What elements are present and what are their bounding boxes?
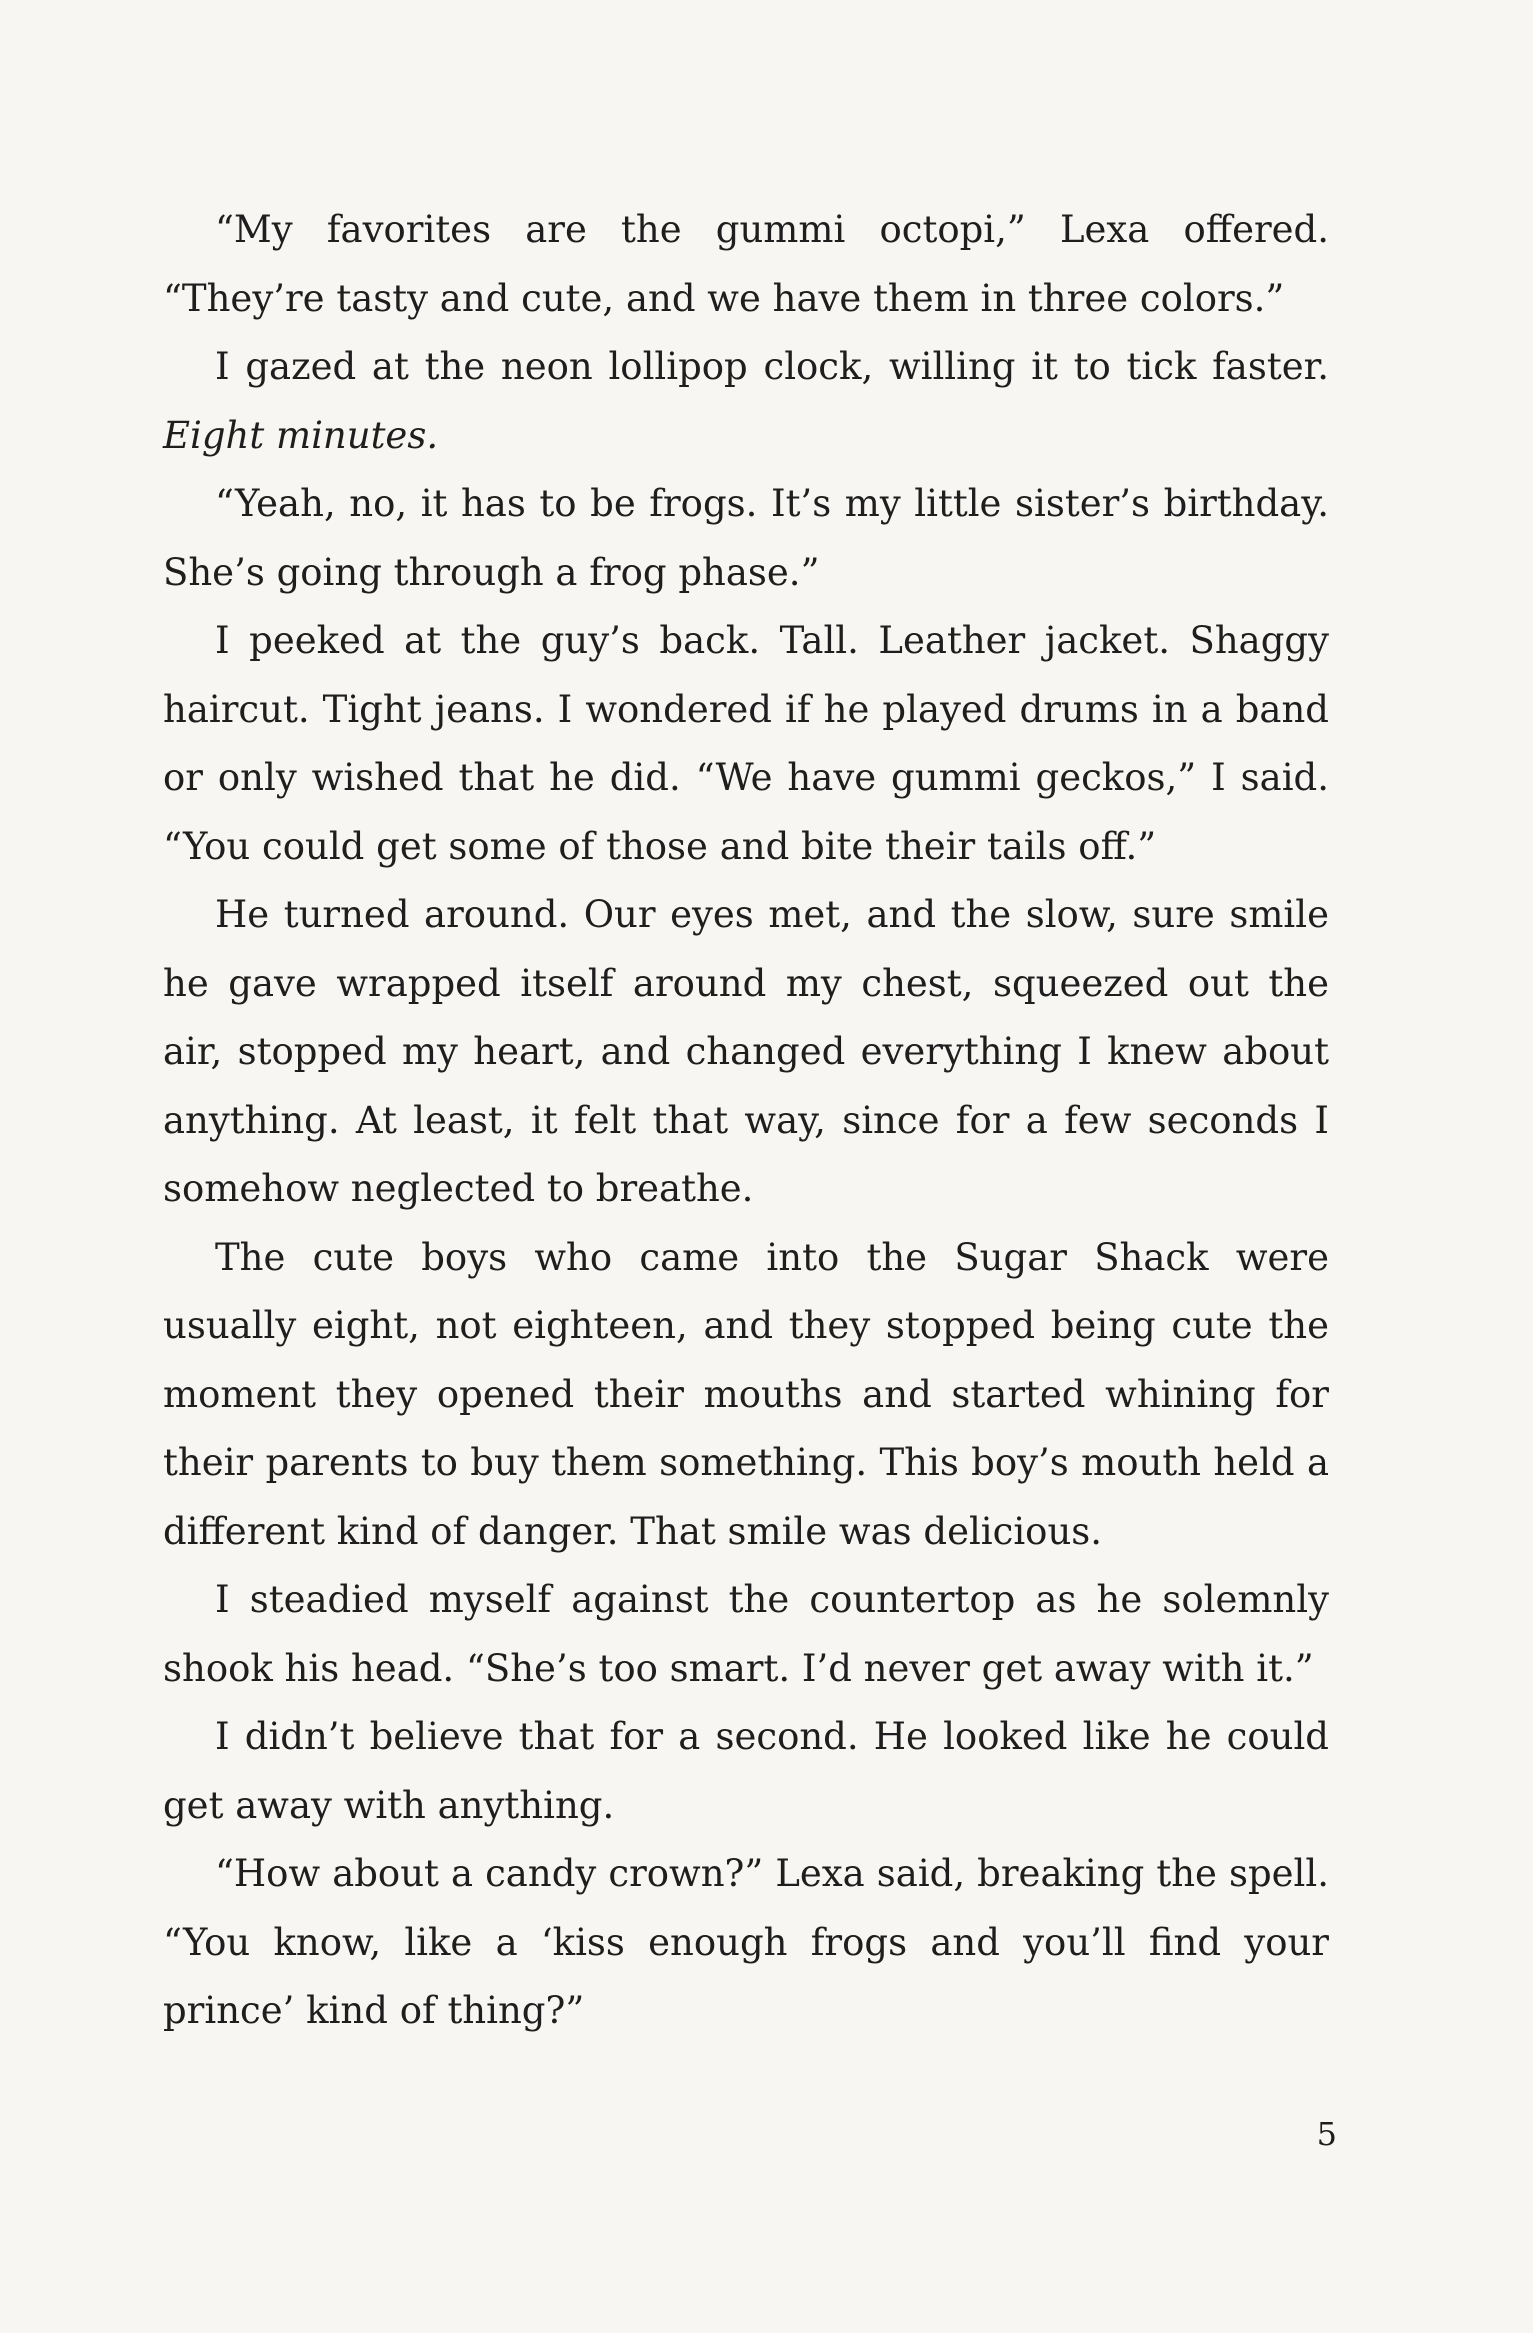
italic-emphasis: Eight minutes. xyxy=(163,413,439,457)
paragraph-5: He turned around. Our eyes met, and the slow, sure smile he gave wrapped itself around my chest, squeezed out the air, stopped my heart, and changed everything I knew about anything. At least, it felt that way, since for a few seconds I somehow neglected to breathe. xyxy=(163,893,1329,1210)
paragraph-7: I steadied myself against the countertop as he solemnly shook his head. “She’s too smart. I’d never get away with it.” xyxy=(163,1578,1329,1690)
paragraph-8: I didn’t believe that for a second. He looked like he could get away with anything. xyxy=(163,1715,1329,1827)
paragraph-1: “My favorites are the gummi octopi,” Lexa offered. “They’re tasty and cute, and we have them in three colors.” xyxy=(163,208,1329,320)
paragraph-4: I peeked at the guy’s back. Tall. Leather jacket. Shaggy haircut. Tight jeans. I wondered if he played drums in a band or only wished that he did. “We have gummi geckos,” I said. “You could get some of those and bite their tails off.” xyxy=(163,619,1329,868)
paragraph-6: The cute boys who came into the Sugar Shack were usually eight, not eighteen, and they stopped being cute the moment they opened their mouths and started whining for their parents to buy them something. This boy’s mouth held a different kind of danger. That smile was delicious. xyxy=(163,1235,1329,1553)
body-text xyxy=(163,196,1329,2046)
paragraph-3: “Yeah, no, it has to be frogs. It’s my little sister’s birthday. She’s going through a frog phase.” xyxy=(163,482,1329,594)
paragraph-2: I gazed at the neon lollipop clock, willing it to tick faster. Eight minutes. xyxy=(163,345,1329,457)
page-number: 5 xyxy=(1316,2115,1337,2153)
paragraph-9: “How about a candy crown?” Lexa said, breaking the spell. “You know, like a ‘kiss enough frogs and you’ll find your prince’ kind of thing?” xyxy=(163,1852,1329,2032)
